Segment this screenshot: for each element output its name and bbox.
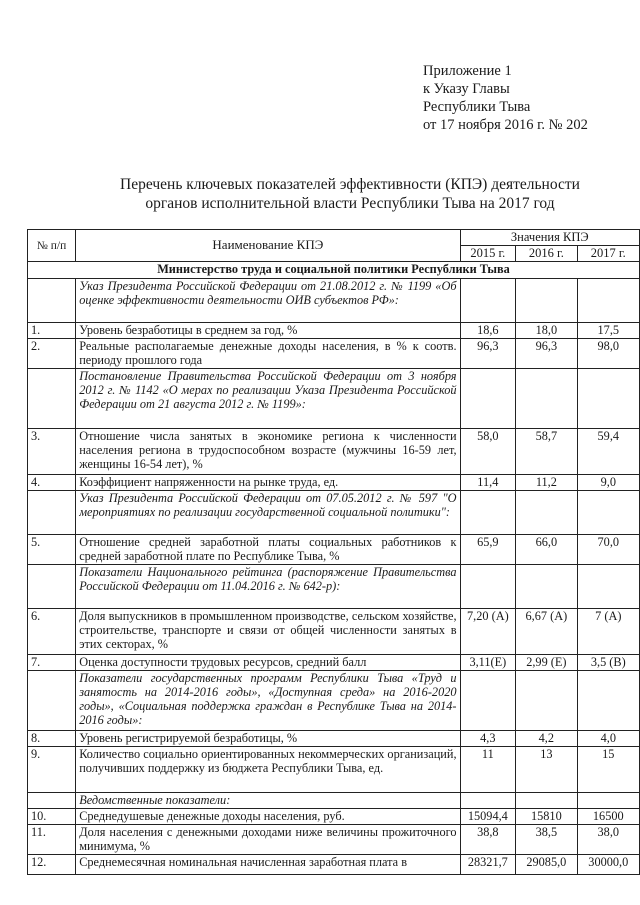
value-2016: 2,99 (Е) [516, 654, 577, 670]
value-2016: 6,67 (А) [516, 608, 577, 654]
value-2017: 3,5 (В) [577, 654, 639, 670]
value-2016: 58,7 [516, 428, 577, 474]
indicator-name: Доля населения с денежными доходами ниже величины прожиточного минимума, % [76, 824, 460, 854]
value-2015: 15094,4 [460, 808, 516, 824]
legal-source: Указ Президента Российской Федерации от 21.08.2012 г. № 1199 «Об оценке эффективности деятельности ОИВ субъектов РФ»: [76, 279, 460, 323]
value-empty-2015 [460, 670, 516, 730]
indicator-name: Оценка доступности трудовых ресурсов, средний балл [76, 654, 460, 670]
source-row [28, 490, 640, 534]
value-2016: 18,0 [516, 323, 577, 339]
value-2015: 28321,7 [460, 854, 516, 874]
row-number: 4. [28, 474, 76, 490]
indicator-name: Уровень безработицы в среднем за год, % [76, 323, 460, 339]
value-2015: 11,4 [460, 474, 516, 490]
source-row [28, 564, 640, 608]
value-empty-2016 [516, 792, 577, 808]
row-number: 3. [28, 428, 76, 474]
value-2016: 66,0 [516, 534, 577, 564]
value-2015: 3,11(Е) [460, 654, 516, 670]
indicator-name: Среднемесячная номинальная начисленная заработная плата в [76, 854, 460, 874]
header-values: Значения КПЭ [460, 230, 639, 246]
row-number-empty [28, 792, 76, 808]
value-empty-2017 [577, 564, 639, 608]
value-2017: 38,0 [577, 824, 639, 854]
value-2017: 7 (А) [577, 608, 639, 654]
title-line-1: Перечень ключевых показателей эффективности (КПЭ) деятельности [120, 176, 580, 193]
value-2015: 18,6 [460, 323, 516, 339]
value-empty-2015 [460, 792, 516, 808]
value-empty-2015 [460, 368, 516, 428]
row-number: 8. [28, 730, 76, 746]
value-2017: 16500 [577, 808, 639, 824]
document-title [60, 175, 640, 213]
value-empty-2017 [577, 279, 639, 323]
row-number: 1. [28, 323, 76, 339]
value-2015: 65,9 [460, 534, 516, 564]
header-year-2017: 2017 г. [577, 246, 639, 262]
value-2017: 15 [577, 746, 639, 792]
value-2015: 11 [460, 746, 516, 792]
table-row [28, 323, 640, 339]
legal-source: Показатели Национального рейтинга (распоряжение Правительства Российской Федерации от 11.04.2016 г. № 642-р): [76, 564, 460, 608]
row-number: 2. [28, 339, 76, 369]
value-2015: 58,0 [460, 428, 516, 474]
value-empty-2017 [577, 670, 639, 730]
row-number: 7. [28, 654, 76, 670]
indicator-name: Количество социально ориентированных некоммерческих организаций, получивших поддержку из бюджета Республики Тыва, ед. [76, 746, 460, 792]
table-row [28, 746, 640, 792]
table-row [28, 339, 640, 369]
source-row [28, 792, 640, 808]
source-row [28, 670, 640, 730]
value-empty-2017 [577, 792, 639, 808]
indicator-name: Доля выпускников в промышленном производстве, сельском хозяйстве, строительстве, транспорте и связи от общей численности занятых в этих секторах, % [76, 608, 460, 654]
table-row [28, 608, 640, 654]
value-2016: 29085,0 [516, 854, 577, 874]
table-row [28, 534, 640, 564]
value-2016: 11,2 [516, 474, 577, 490]
value-2017: 59,4 [577, 428, 639, 474]
table-row [28, 808, 640, 824]
indicator-name: Реальные располагаемые денежные доходы населения, в % к соотв. периоду прошлого года [76, 339, 460, 369]
kpe-table [27, 229, 640, 875]
appendix-block [423, 62, 628, 134]
value-2017: 4,0 [577, 730, 639, 746]
value-empty-2016 [516, 279, 577, 323]
value-2015: 4,3 [460, 730, 516, 746]
row-number: 12. [28, 854, 76, 874]
value-empty-2017 [577, 368, 639, 428]
appendix-line-1: Приложение 1 [423, 63, 512, 79]
value-2017: 17,5 [577, 323, 639, 339]
row-number-empty [28, 279, 76, 323]
row-number: 9. [28, 746, 76, 792]
value-empty-2016 [516, 490, 577, 534]
row-number: 5. [28, 534, 76, 564]
appendix-line-3: Республики Тыва [423, 99, 531, 115]
value-2017: 70,0 [577, 534, 639, 564]
source-row [28, 368, 640, 428]
table-row [28, 824, 640, 854]
appendix-line-2: к Указу Главы [423, 81, 510, 97]
indicator-name: Отношение числа занятых в экономике региона к численности населения региона в трудоспособном возрасте (мужчины 16-59 лет, женщины 16-54 лет), % [76, 428, 460, 474]
header-year-2016: 2016 г. [516, 246, 577, 262]
legal-source: Показатели государственных программ Республики Тыва «Труд и занятость на 2014-2016 годы», «Доступная среда» на 2016-2020 годы», «Социальная поддержка граждан в Республике Тыва на 2014-2016 годы»: [76, 670, 460, 730]
row-number-empty [28, 564, 76, 608]
value-2016: 4,2 [516, 730, 577, 746]
table-row [28, 428, 640, 474]
value-empty-2016 [516, 564, 577, 608]
indicator-name: Среднедушевые денежные доходы населения, руб. [76, 808, 460, 824]
value-empty-2017 [577, 490, 639, 534]
value-2016: 13 [516, 746, 577, 792]
table-row [28, 654, 640, 670]
row-number-empty [28, 670, 76, 730]
indicator-name: Коэффициент напряженности на рынке труда, ед. [76, 474, 460, 490]
row-number-empty [28, 368, 76, 428]
value-2017: 98,0 [577, 339, 639, 369]
value-empty-2016 [516, 670, 577, 730]
value-empty-2015 [460, 564, 516, 608]
value-2016: 15810 [516, 808, 577, 824]
table-row [28, 854, 640, 874]
header-number: № п/п [28, 230, 76, 262]
value-2017: 30000,0 [577, 854, 639, 874]
source-row [28, 279, 640, 323]
row-number-empty [28, 490, 76, 534]
legal-source: Ведомственные показатели: [76, 792, 460, 808]
row-number: 6. [28, 608, 76, 654]
legal-source: Постановление Правительства Российской Федерации от 3 ноября 2012 г. № 1142 «О мерах по реализации Указа Президента Российской Федерации от 21 августа 2012 г. № 1199»: [76, 368, 460, 428]
value-2015: 7,20 (А) [460, 608, 516, 654]
legal-source: Указ Президента Российской Федерации от 07.05.2012 г. № 597 "О мероприятиях по реализации государственной социальной политики": [76, 490, 460, 534]
header-year-2015: 2015 г. [460, 246, 516, 262]
table-row [28, 474, 640, 490]
value-empty-2015 [460, 279, 516, 323]
value-2016: 38,5 [516, 824, 577, 854]
value-2015: 96,3 [460, 339, 516, 369]
value-empty-2016 [516, 368, 577, 428]
table-row [28, 730, 640, 746]
header-name: Наименование КПЭ [76, 230, 460, 262]
value-2015: 38,8 [460, 824, 516, 854]
value-2016: 96,3 [516, 339, 577, 369]
value-2017: 9,0 [577, 474, 639, 490]
title-line-2: органов исполнительной власти Республики Тыва на 2017 год [145, 195, 555, 212]
indicator-name: Отношение средней заработной платы социальных работников к средней заработной плате по Республике Тыва, % [76, 534, 460, 564]
value-empty-2015 [460, 490, 516, 534]
row-number: 11. [28, 824, 76, 854]
section-title: Министерство труда и социальной политики Республики Тыва [28, 262, 640, 279]
appendix-line-4: от 17 ноября 2016 г. № 202 [423, 117, 588, 133]
row-number: 10. [28, 808, 76, 824]
indicator-name: Уровень регистрируемой безработицы, % [76, 730, 460, 746]
